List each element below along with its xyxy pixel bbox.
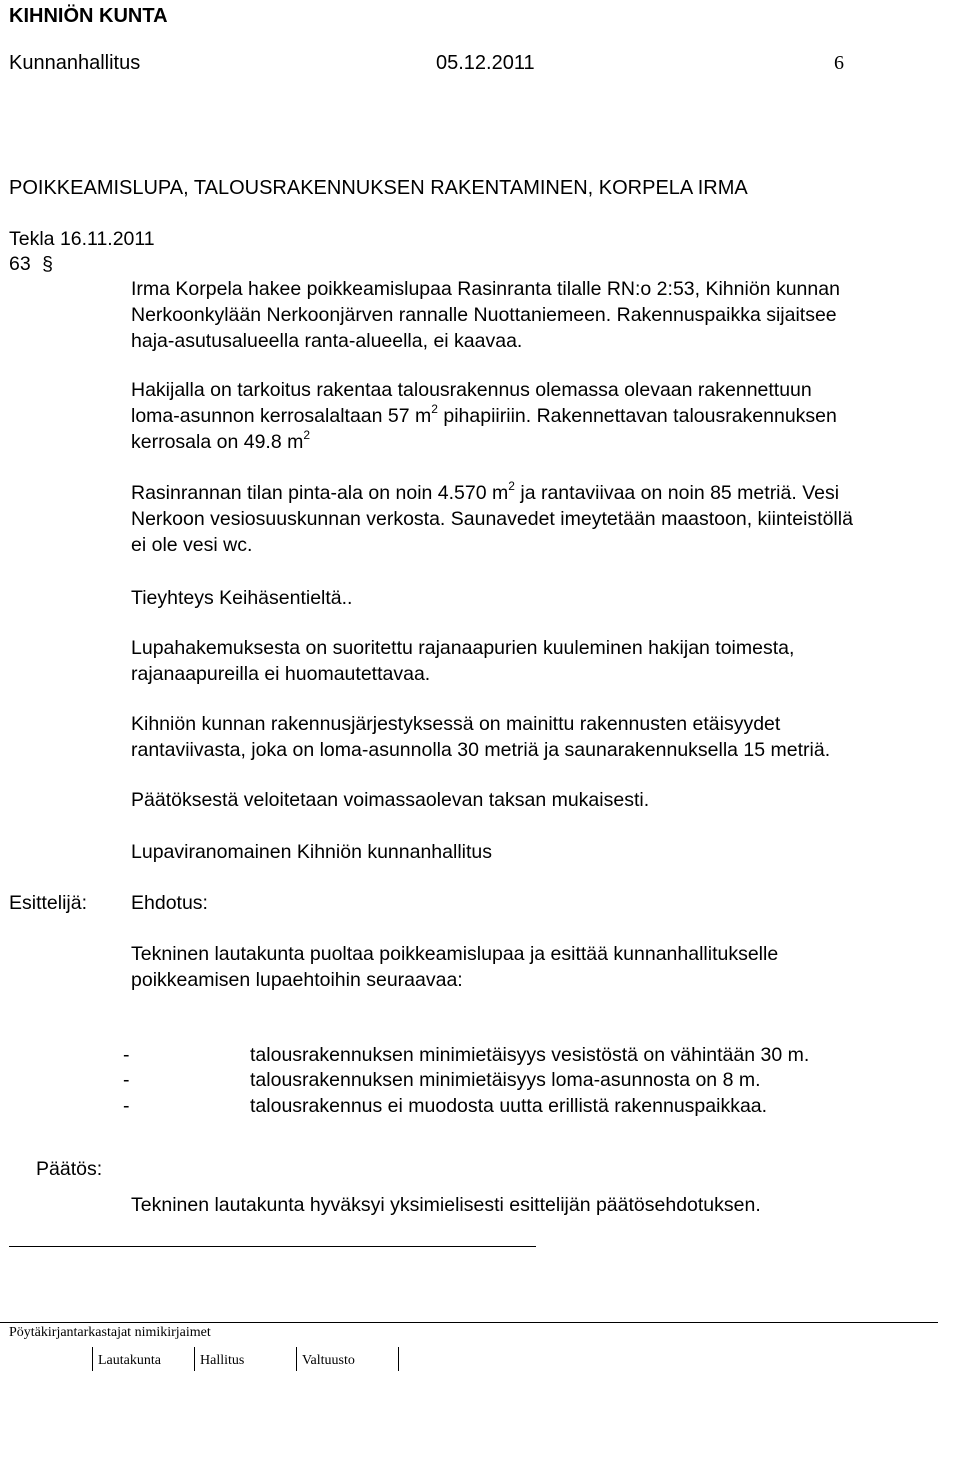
superscript: 2: [303, 427, 311, 442]
paragraph-regulations: [131, 711, 830, 763]
section-sign: §: [42, 253, 53, 275]
paragraph-neighbours: [131, 635, 794, 687]
footer-divider: [194, 1347, 195, 1371]
text-line: rajanaapureilla ei huomautettavaa.: [131, 663, 431, 685]
text-line: [131, 480, 853, 506]
text-line: Nerkoonkylään Nerkoonjärven rannalle Nuottaniemeen. Rakennuspaikka sijaitsee: [131, 304, 837, 326]
footer-divider: [92, 1347, 93, 1371]
separator-line: [9, 1246, 536, 1247]
text-line: poikkeamisen lupaehtoihin seuraavaa:: [131, 969, 463, 991]
bullet-text: talousrakennuksen minimietäisyys vesistöstä on vähintään 30 m.: [250, 1044, 810, 1066]
text-fragment: kerrosala on 49.8 m: [131, 431, 304, 453]
text-line: Hakijalla on tarkoitus rakentaa talousrakennus olemassa olevaan rakennettuun: [131, 379, 812, 401]
board-name: Kunnanhallitus: [9, 52, 141, 74]
footer-divider: [296, 1347, 297, 1371]
section-number: [9, 251, 53, 277]
footer-column-valtuusto: Valtuusto: [302, 1353, 355, 1368]
list-item: [123, 1093, 923, 1119]
bullet-text: talousrakennus ei muodosta uutta erillistä rakennuspaikkaa.: [250, 1095, 768, 1117]
bullet-dash: -: [123, 1044, 130, 1066]
text-fragment: Rasinrannan tilan pinta-ala on noin 4.570 m: [131, 482, 509, 504]
text-line: Lupahakemuksesta on suoritettu rajanaapurien kuuleminen hakijan toimesta,: [131, 637, 795, 659]
paragraph-property: [131, 480, 853, 558]
decision-label: Päätös:: [36, 1158, 103, 1180]
text-line: [131, 403, 837, 429]
meeting-date: 05.12.2011: [436, 52, 535, 74]
text-line: Nerkoon vesiosuuskunnan verkosta. Saunavedet imeytetään maastoon, kiinteistöllä: [131, 508, 853, 530]
paragraph-authority: Lupaviranomainen Kihniön kunnanhallitus: [131, 841, 493, 863]
text-line: Kihniön kunnan rakennusjärjestyksessä on mainittu rakennusten etäisyydet: [131, 713, 781, 735]
text-line: [131, 429, 837, 455]
footer-column-lautakunta: Lautakunta: [98, 1353, 161, 1368]
text-line: Tekninen lautakunta puoltaa poikkeamislupaa ja esittää kunnanhallitukselle: [131, 943, 779, 965]
list-item: [123, 1042, 923, 1068]
text-line: haja-asutusalueella ranta-alueella, ei kaavaa.: [131, 330, 523, 352]
paragraph-application: [131, 276, 840, 354]
text-line: ei ole vesi wc.: [131, 534, 253, 556]
list-item: [123, 1067, 923, 1093]
tekla-date: Tekla 16.11.2011: [9, 228, 155, 250]
footer-column-hallitus: Hallitus: [200, 1353, 245, 1368]
proposal-label: Ehdotus:: [131, 892, 208, 914]
text-fragment: ja rantaviivaa on noin 85 metriä. Vesi: [514, 482, 840, 504]
bullet-dash: -: [123, 1095, 130, 1117]
footer-label: Pöytäkirjantarkastajat nimikirjaimet: [9, 1325, 211, 1340]
text-line: rantaviivasta, joka on loma-asunnolla 30 metriä ja saunarakennuksella 15 metriä.: [131, 739, 831, 761]
section-number-value: 63: [9, 253, 31, 275]
paragraph-road: Tieyhteys Keihäsentieltä..: [131, 587, 353, 609]
page-number: 6: [834, 52, 844, 74]
superscript: 2: [431, 401, 438, 416]
superscript: 2: [508, 478, 515, 493]
text-fragment: loma-asunnon kerrosalaltaan 57 m: [131, 405, 432, 427]
bullet-dash: -: [123, 1069, 130, 1091]
paragraph-intent: [131, 377, 837, 455]
text-fragment: pihapiiriin. Rakennettavan talousrakennuksen: [437, 405, 837, 427]
municipality-name: KIHNIÖN KUNTA: [9, 5, 168, 27]
text-line: Irma Korpela hakee poikkeamislupaa Rasinranta tilalle RN:o 2:53, Kihniön kunnan: [131, 278, 840, 300]
decision-text: Tekninen lautakunta hyväksyi yksimielisesti esittelijän päätösehdotuksen.: [131, 1194, 761, 1216]
case-title: POIKKEAMISLUPA, TALOUSRAKENNUKSEN RAKENTAMINEN, KORPELA IRMA: [9, 177, 748, 199]
bullet-text: talousrakennuksen minimietäisyys loma-asunnosta on 8 m.: [250, 1069, 761, 1091]
proposal-text: [131, 941, 778, 993]
footer-rule: [0, 1322, 938, 1323]
presenter-label: Esittelijä:: [9, 892, 88, 914]
paragraph-fee: Päätöksestä veloitetaan voimassaolevan taksan mukaisesti.: [131, 789, 650, 811]
footer-divider: [398, 1347, 399, 1371]
